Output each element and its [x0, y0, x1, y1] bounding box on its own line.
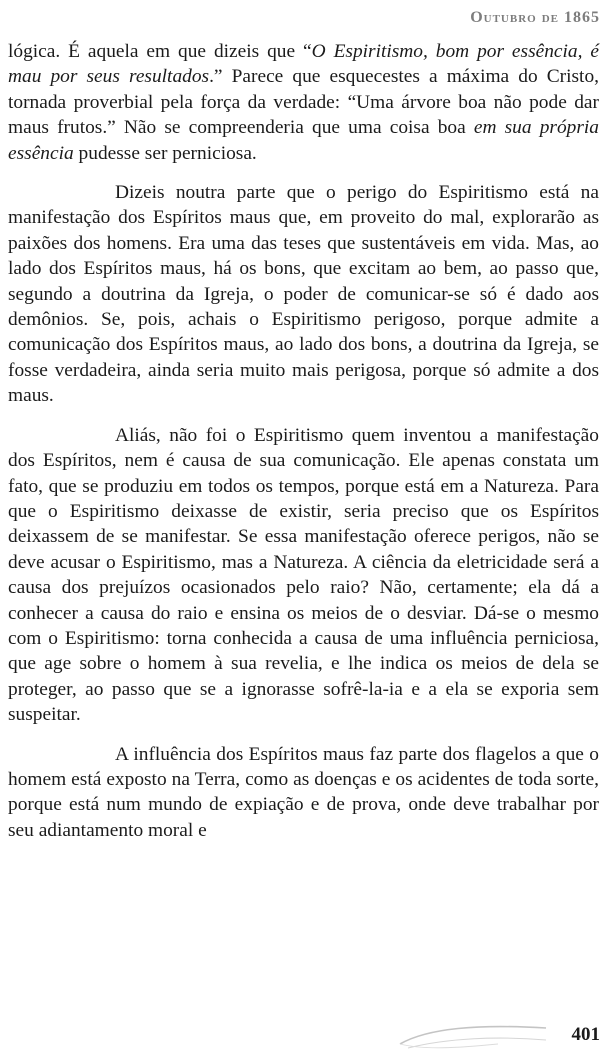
text-run: pudesse ser perniciosa. — [73, 142, 257, 164]
paragraph-2: Dizeis noutra parte que o perigo do Espiritismo está na manifestação dos Espíritos maus que, em proveito do mal, explorarão as paixões dos homens. Era uma das teses que sustentáveis em vida. Mas, ao lado dos Espíritos maus, há os bons, que excitam ao bem, ao passo que, segundo a doutrina da Igreja, o poder de comunicar-se só é dado aos demônios. Se, pois, achais o Espiritismo perigoso, porque admite a comunicação dos Espíritos maus, ao lado dos bons, a doutrina da Igreja, se fosse verdadeira, ainda seria muito mais perigosa, porque só admite a dos maus. — [8, 182, 599, 407]
page-number: 401 — [571, 1024, 600, 1045]
italic-quote-run: em sua própria essência — [8, 117, 599, 164]
page-ornament-swoosh-icon — [398, 1018, 548, 1058]
italic-quote-run: O Espiritismo, bom por essência, é mau por seus resultados — [8, 41, 599, 88]
page-body — [8, 39, 599, 843]
paragraph-1 — [8, 39, 599, 166]
text-run: lógica. É aquela em que dizeis que “ — [8, 41, 312, 62]
paragraph-4: A influência dos Espíritos maus faz parte dos flagelos a que o homem está exposto na Terra, como as doenças e os acidentes de toda sorte, porque está num mundo de expiação e de prova, onde deve trabalhar por seu adiantamento moral e — [8, 743, 599, 841]
running-header: Outubro de 1865 — [470, 9, 600, 26]
text-run: .” Parece que esquecestes a máxima do Cristo, tornada proverbial pela força da verdade: “Uma árvore boa não pode dar maus frutos.” Não se compreenderia que uma coisa boa — [8, 66, 599, 139]
paragraph-3: Aliás, não foi o Espiritismo quem inventou a manifestação dos Espíritos, nem é causa de sua comunicação. Ele apenas constata um fato, que se produziu em todos os tempos, porque está em a Natureza. Para que o Espiritismo deixasse de existir, seria preciso que os Espíritos deixassem de se manifestar. Se essa manifestação oferece perigos, não se deve acusar o Espiritismo, mas a Natureza. A ciência da eletricidade será a causa dos prejuízos ocasionados pelo raio? Não, certamente; ela dá a conhecer a causa do raio e ensina os meios de o desviar. Dá-se o mesmo com o Espiritismo: torna conhecida a causa de uma influência perniciosa, que age sobre o homem à sua revelia, e lhe indica os meios de dela se proteger, ao passo que se a ignorasse sofrê-la-ia e a ela se exporia sem suspeitar. — [8, 424, 599, 726]
